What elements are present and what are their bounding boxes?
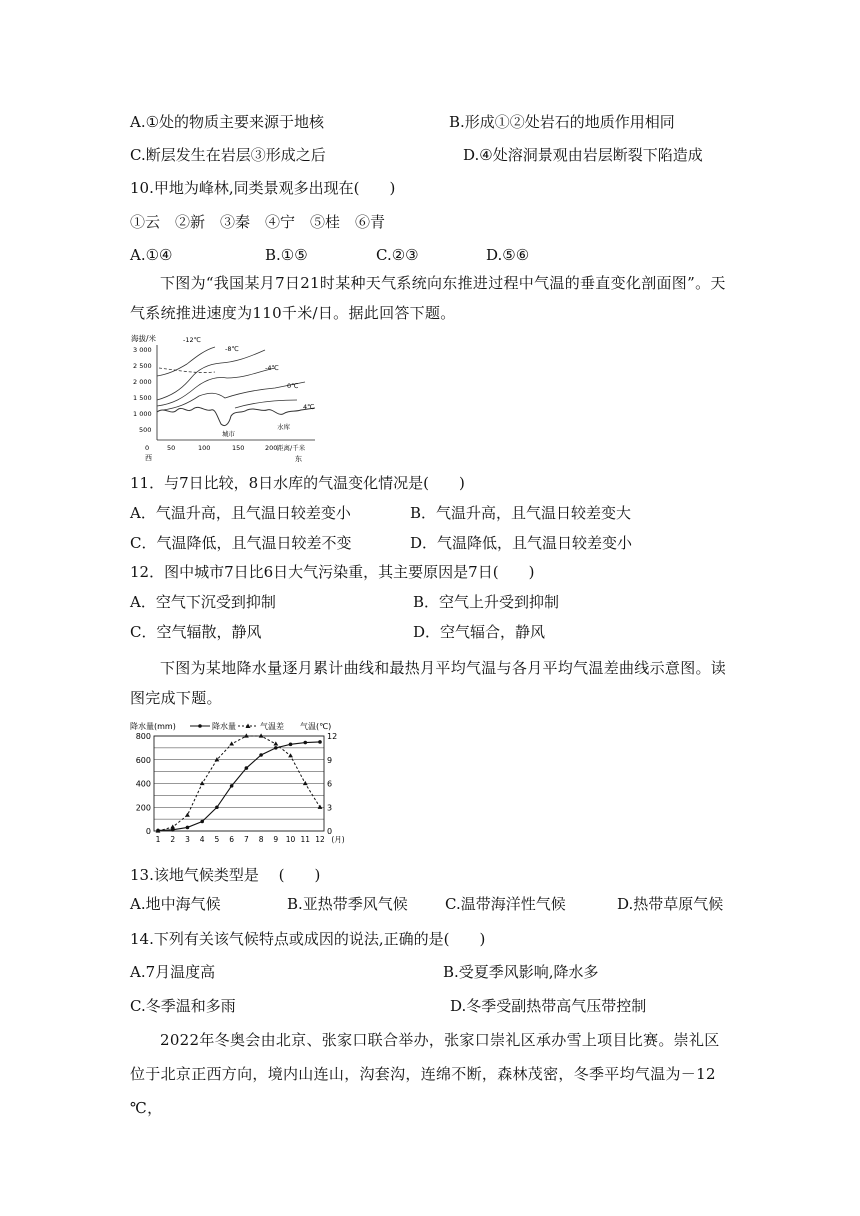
fig1-ylabel: 海拔/米 xyxy=(131,334,157,343)
q14-option-d: D.冬季受副热带高气压带控制 xyxy=(450,997,647,1015)
q9-option-c: C.断层发生在岩层③形成之后 xyxy=(130,146,326,164)
y-left-tick-label: 0 xyxy=(145,827,151,836)
y-left-axis-title: 降水量(mm) xyxy=(130,722,176,731)
x-tick-label: 3 xyxy=(185,835,190,844)
legend-precip-label: 降水量 xyxy=(212,722,236,731)
fig1-isotherm-4 xyxy=(235,400,297,408)
fig1-xtick-200: 200 xyxy=(265,444,278,452)
tempdiff-point xyxy=(288,753,293,757)
y-right-tick-label: 6 xyxy=(327,779,333,789)
q14-option-c: C.冬季温和多雨 xyxy=(130,997,236,1015)
q10-option-c: C.②③ xyxy=(376,246,419,264)
q10-option-b: B.①⑤ xyxy=(265,246,308,264)
x-tick-label: 11 xyxy=(300,835,311,844)
x-tick-label: 5 xyxy=(214,835,220,844)
intro-paragraph-1: 下图为“我国某月7日21时某种天气系统向东推进过程中气温的垂直变化剖面图”。天气系统推进速度为110千米/日。据此回答下题。 xyxy=(130,274,726,322)
x-tick-label: 6 xyxy=(229,835,235,844)
q11-stem: 11．与7日比较，8日水库的气温变化情况是( ) xyxy=(130,474,465,492)
fig1-reservoir-label: 水库 xyxy=(277,423,290,431)
q10-option-a: A.①④ xyxy=(130,246,173,264)
intro-paragraph-2: 下图为某地降水量逐月累计曲线和最热月平均气温与各月平均气温差曲线示意图。读图完成下题。 xyxy=(130,659,727,707)
q11-option-a: A．气温升高，且气温日较差变小 xyxy=(130,504,351,522)
fig1-city-label: 城市 xyxy=(222,430,235,438)
climate-chart xyxy=(128,718,360,850)
fig1-east-label: 东 xyxy=(295,455,302,463)
fig1-terrain-line xyxy=(157,407,315,425)
q13-option-a: A.地中海气候 xyxy=(130,895,221,913)
x-tick-label: 10 xyxy=(285,835,296,844)
precip-point xyxy=(274,746,278,750)
q14-option-a: A.7月温度高 xyxy=(130,963,216,981)
x-tick-label: 12 xyxy=(315,835,325,844)
y-left-tick-label: 400 xyxy=(135,779,151,789)
fig1-xtick-150: 150 xyxy=(232,444,245,452)
tempdiff-point xyxy=(170,824,175,828)
q13-option-b: B.亚热带季风气候 xyxy=(287,895,408,913)
tempdiff-point xyxy=(273,741,278,745)
precip-point xyxy=(289,743,293,747)
y-left-tick-label: 800 xyxy=(135,732,151,741)
q12-stem: 12．图中城市7日比6日大气污染重，其主要原因是7日( ) xyxy=(130,563,535,581)
fig1-ytick-3000: 3 000 xyxy=(133,346,152,354)
fig1-front-dashed-line xyxy=(159,368,215,373)
precip-point xyxy=(245,766,249,770)
q9-option-a: A.①处的物质主要来源于地核 xyxy=(130,113,325,131)
intro-paragraph-3: 2022年冬奥会由北京、张家口联合举办，张家口崇礼区承办雪上项目比赛。崇礼区位于北京正西方向，境内山连山，沟套沟，连绵不断，森林茂密，冬季平均气温为－12 ℃， xyxy=(130,1031,720,1117)
x-tick-label: 4 xyxy=(199,835,205,844)
fig1-iso-label-0: 0℃ xyxy=(287,382,299,390)
x-unit-label: (月) xyxy=(331,835,345,844)
y-left-tick-label: 200 xyxy=(135,803,151,813)
q11-option-b: B．气温升高，且气温日较差变大 xyxy=(410,504,632,522)
q9-option-d: D.④处溶洞景观由岩层断裂下陷造成 xyxy=(463,146,703,164)
x-tick-label: 2 xyxy=(170,835,176,844)
q11-option-d: D．气温降低，且气温日较差变小 xyxy=(410,534,633,552)
fig1-iso-label-minus8: -8℃ xyxy=(225,345,239,353)
precip-point xyxy=(303,741,307,745)
q12-option-c: C．空气辐散，静风 xyxy=(130,623,262,641)
tempdiff-point xyxy=(185,813,190,817)
precip-point xyxy=(259,753,263,757)
fig1-west-label: 西 xyxy=(145,454,152,462)
fig1-iso-label-minus12: -12℃ xyxy=(183,336,201,344)
legend-precip-marker xyxy=(198,724,202,728)
fig1-ytick-1000: 1 000 xyxy=(133,410,152,418)
q13-stem: 13.该地气候类型是 ( ) xyxy=(130,866,321,884)
fig1-xtick-100: 100 xyxy=(198,444,211,452)
y-right-axis-title: 气温(℃) xyxy=(300,722,332,731)
q10-option-d: D.⑤⑥ xyxy=(486,246,530,264)
fig1-isotherm-minus4 xyxy=(157,368,275,406)
y-right-tick-label: 12 xyxy=(327,732,338,741)
fig1-xtick-50: 50 xyxy=(167,444,176,452)
fig1-ytick-2500: 2 500 xyxy=(133,362,152,370)
q13-option-d: D.热带草原气候 xyxy=(617,895,724,913)
tempdiff-point xyxy=(259,733,264,737)
q10-stem: 10.甲地为峰林,同类景观多出现在( ) xyxy=(130,179,396,197)
fig1-xtick-0: 0 xyxy=(145,444,150,452)
tempdiff-point xyxy=(303,781,308,785)
temperature-profile-figure xyxy=(125,330,325,465)
tempdiff-point xyxy=(200,781,205,785)
tempdiff-point xyxy=(318,805,323,809)
x-tick-label: 1 xyxy=(155,835,161,844)
q14-option-b: B.受夏季风影响,降水多 xyxy=(443,963,599,981)
y-left-tick-label: 600 xyxy=(135,755,151,765)
q9-option-b: B.形成①②处岩石的地质作用相同 xyxy=(449,113,675,131)
precip-point xyxy=(186,826,190,830)
fig1-iso-label-minus4: -4℃ xyxy=(265,364,279,372)
q14-stem: 14.下列有关该气候特点或成因的说法,正确的是( ) xyxy=(130,930,486,948)
q10-items: ①云 ②新 ③秦 ④宁 ⑤桂 ⑥青 xyxy=(130,213,386,231)
y-right-tick-label: 3 xyxy=(327,803,333,813)
fig1-iso-label-4: 4℃ xyxy=(303,403,315,411)
q12-option-b: B．空气上升受到抑制 xyxy=(413,593,560,611)
x-tick-label: 7 xyxy=(243,835,249,844)
precip-point xyxy=(318,740,322,744)
tempdiff-point xyxy=(229,741,234,745)
fig1-xlabel: 距离/千米 xyxy=(277,444,306,452)
precip-point xyxy=(215,805,219,809)
q11-option-c: C．气温降低，且气温日较差不变 xyxy=(130,534,352,552)
y-right-tick-label: 0 xyxy=(327,827,333,836)
fig1-ytick-1500: 1 500 xyxy=(133,394,152,402)
precip-line xyxy=(158,742,320,830)
x-tick-label: 8 xyxy=(258,835,264,844)
precip-point xyxy=(230,784,234,788)
x-tick-label: 9 xyxy=(273,835,279,844)
q13-option-c: C.温带海洋性气候 xyxy=(445,895,566,913)
fig1-ytick-500: 500 xyxy=(139,426,152,434)
precip-point xyxy=(200,820,204,824)
q12-option-a: A．空气下沉受到抑制 xyxy=(130,593,276,611)
y-right-tick-label: 9 xyxy=(327,755,333,765)
fig1-ytick-2000: 2 000 xyxy=(133,378,152,386)
q12-option-d: D．空气辐合，静风 xyxy=(413,623,546,641)
legend-tempdiff-label: 气温差 xyxy=(260,722,284,731)
